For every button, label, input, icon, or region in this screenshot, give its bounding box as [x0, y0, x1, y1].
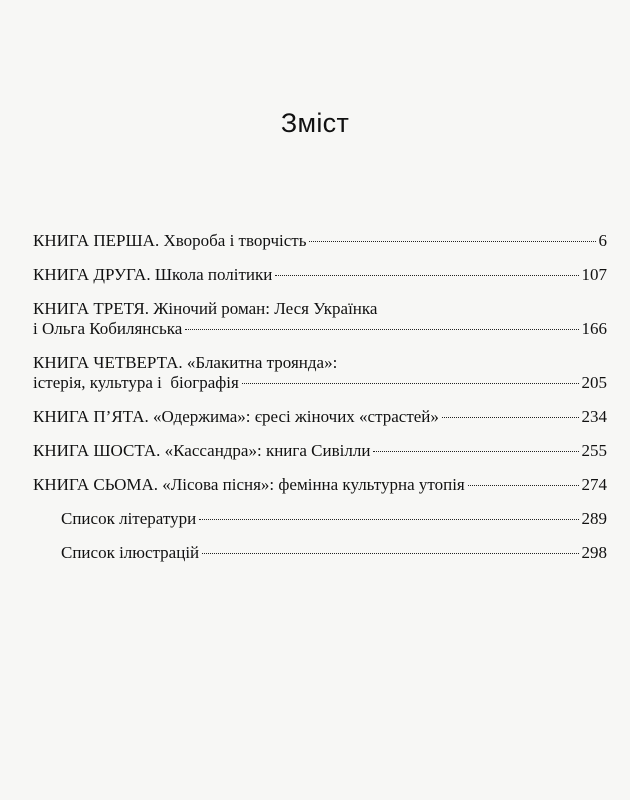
toc-entry-book-5: [33, 407, 607, 427]
toc-page-number: 255: [581, 441, 607, 460]
dot-leader: [199, 519, 578, 520]
toc-entry-title: КНИГА ДРУГА. Школа політики: [33, 265, 273, 284]
toc-entry-title-line-2: істерія, культура і біографія: [33, 373, 239, 392]
dot-leader: [242, 383, 579, 384]
toc-entry-bibliography: [33, 509, 607, 529]
dot-leader: [309, 241, 595, 242]
dot-leader: [373, 451, 578, 452]
toc-page-number: 274: [581, 475, 607, 494]
dot-leader: [468, 485, 579, 486]
toc-entry-book-4: [33, 353, 607, 393]
toc-entry-title: КНИГА ШОСТА. «Кассандра»: книга Сивілли: [33, 441, 371, 460]
toc-entry-title-line-2: і Ольга Кобилянська: [33, 319, 183, 338]
toc-page-number: 234: [581, 407, 607, 426]
toc-entry-title-line-1: КНИГА ЧЕТВЕРТА. «Блакитна троянда»:: [33, 353, 338, 372]
toc-entry-title: КНИГА ПЕРША. Хвороба і творчість: [33, 231, 307, 250]
dot-leader: [202, 553, 578, 554]
toc-entry-book-6: [33, 441, 607, 461]
toc-entry-book-3: [33, 299, 607, 339]
toc-entry-title: КНИГА СЬОМА. «Лісова пісня»: фемінна культурна утопія: [33, 475, 465, 494]
toc-entry-title: Список ілюстрацій: [61, 543, 200, 562]
page-title: Зміст: [280, 108, 350, 138]
dot-leader: [442, 417, 579, 418]
toc-page-number: 107: [581, 265, 607, 284]
toc-entry-title: КНИГА П’ЯТА. «Одержима»: єресі жіночих «страстей»: [33, 407, 439, 426]
toc-entry-book-1: [33, 231, 607, 251]
toc-page-number: 298: [581, 543, 607, 562]
dot-leader: [275, 275, 578, 276]
toc-page-number: 6: [598, 231, 607, 250]
toc-entry-illustrations: [33, 543, 607, 563]
toc-entry-title-line-1: КНИГА ТРЕТЯ. Жіночий роман: Леся Українка: [33, 299, 378, 318]
toc-page-number: 289: [581, 509, 607, 528]
toc-page-number: 205: [581, 373, 607, 392]
toc-entry-book-2: [33, 265, 607, 285]
toc-entry-book-7: [33, 475, 607, 495]
toc-page-number: 166: [581, 319, 607, 338]
table-of-contents: [33, 231, 607, 577]
dot-leader: [185, 329, 578, 330]
toc-entry-title: Список літератури: [61, 509, 197, 528]
